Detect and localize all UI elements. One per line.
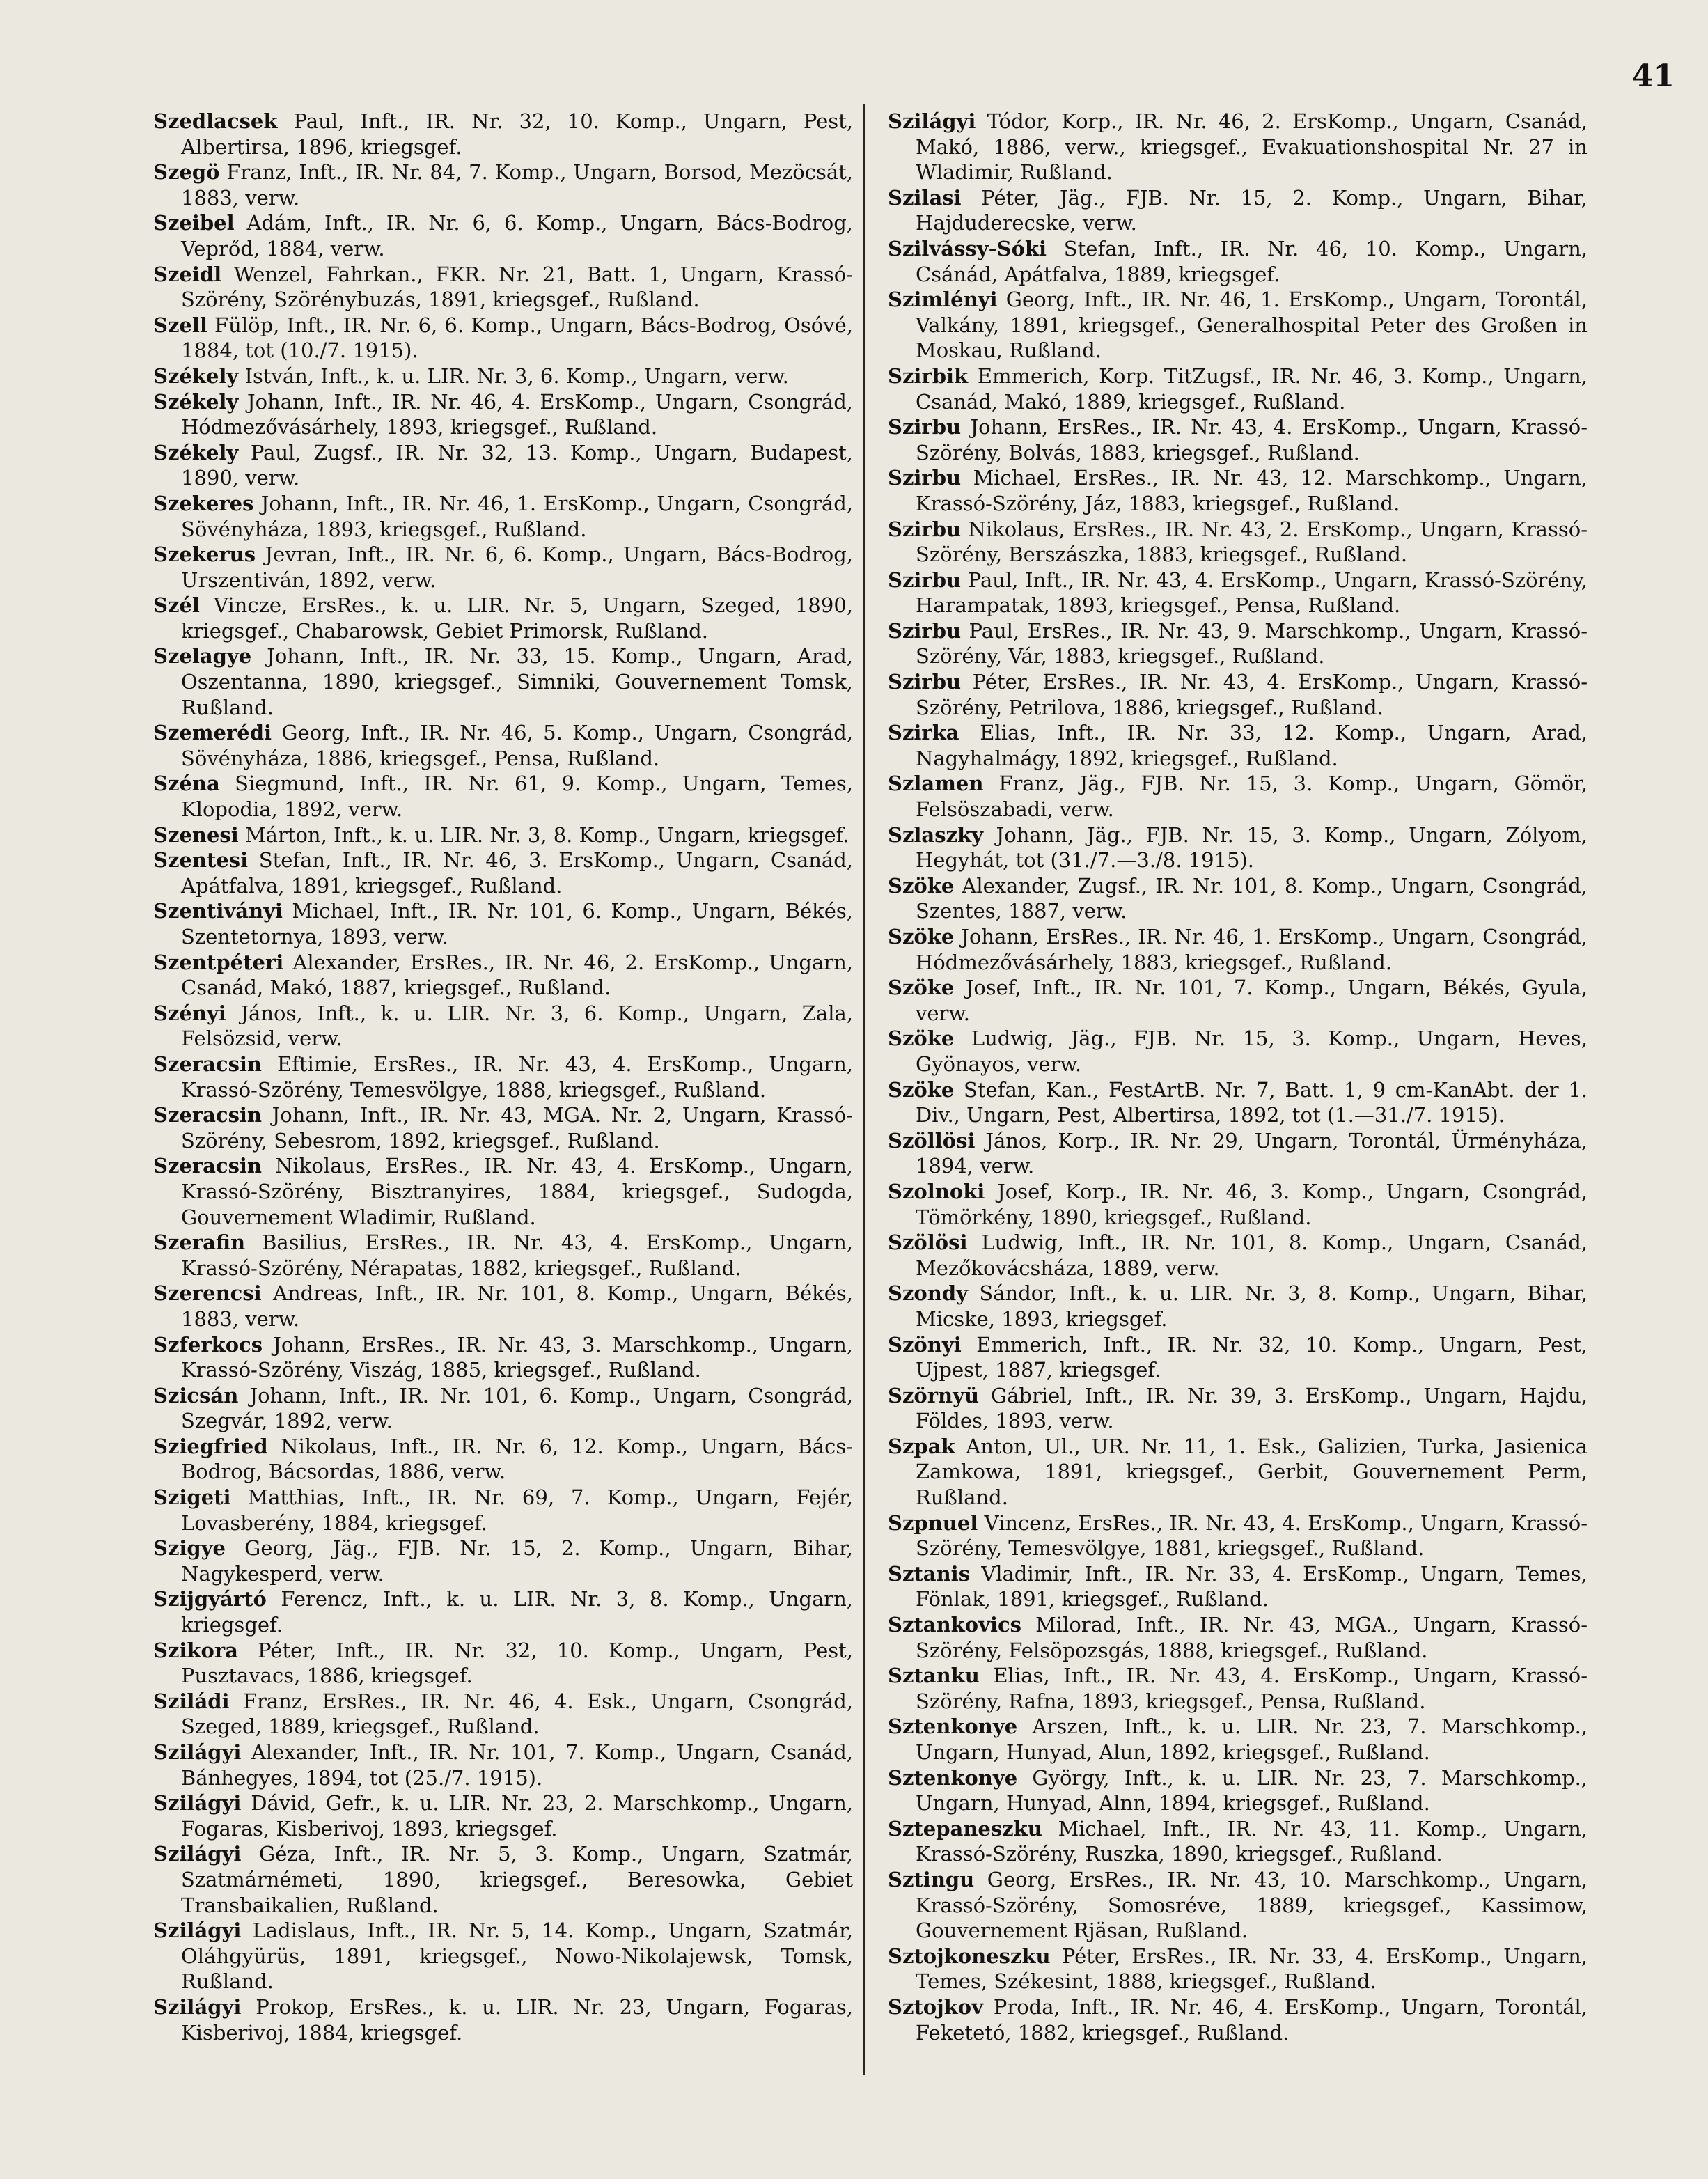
entry-details: Stefan, Inft., IR. Nr. 46, 3. ErsKomp., Ungarn, Csanád, Apátfalva, 1891, kriegsgef., Rußland. [181, 848, 853, 898]
entry-details: Johann, ErsRes., IR. Nr. 46, 1. ErsKomp., Ungarn, Csongrád, Hódmezővásárhely, 1883, kriegsgef., Rußland. [916, 925, 1588, 974]
list-entry [153, 720, 853, 771]
entry-surname: Szolnoki [888, 1179, 985, 1203]
entry-details: Péter, ErsRes., IR. Nr. 33, 4. ErsKomp., Ungarn, Temes, Székesint, 1888, kriegsgef., Rußland. [916, 1944, 1588, 1994]
entry-surname: Szirbu [888, 568, 962, 592]
entry-details: Arszen, Inft., k. u. LIR. Nr. 23, 7. Marschkomp., Ungarn, Hunyad, Alun, 1892, kriegsgef., Rußland. [916, 1715, 1588, 1764]
entry-surname: Szöke [888, 873, 955, 898]
list-entry [153, 1153, 853, 1230]
entry-details: Michael, Inft., IR. Nr. 43, 11. Komp., Ungarn, Krassó-Szörény, Ruszka, 1890, kriegsgef., Rußland. [916, 1816, 1588, 1866]
entry-surname: Szekerus [153, 542, 256, 567]
entry-surname: Székely [153, 364, 239, 388]
entry-surname: Szilágyi [888, 109, 976, 133]
entry-details: Elias, Inft., IR. Nr. 33, 12. Komp., Ungarn, Arad, Nagyhalmágy, 1892, kriegsgef., Rußland. [916, 721, 1588, 770]
list-entry [153, 1052, 853, 1102]
list-entry [888, 618, 1588, 669]
entry-surname: Szörnyü [888, 1383, 980, 1407]
list-entry [888, 1332, 1588, 1383]
entry-details: Johann, Jäg., FJB. Nr. 15, 3. Komp., Ungarn, Zólyom, Hegyhát, tot (31./7.—3./8. 1915). [916, 822, 1588, 873]
list-entry [153, 1790, 853, 1841]
entry-details: Fülöp, Inft., IR. Nr. 6, 6. Komp., Ungarn, Bács-Bodrog, Osóvé, 1884, tot (10./7. 1915). [181, 313, 854, 363]
entry-surname: Sziládi [153, 1689, 230, 1713]
entry-details: Vincenz, ErsRes., IR. Nr. 43, 4. ErsKomp., Ungarn, Krassó-Szörény, Temesvölgye, 1881, kriegsgef., Rußland. [916, 1510, 1588, 1561]
list-entry [153, 1001, 853, 1052]
list-entry [888, 669, 1588, 720]
entry-surname: Sztingu [888, 1867, 975, 1891]
entry-details: Andreas, Inft., IR. Nr. 101, 8. Komp., Ungarn, Békés, 1883, verw. [181, 1281, 854, 1331]
list-entry [153, 898, 853, 949]
entry-details: Franz, ErsRes., IR. Nr. 46, 4. Esk., Ungarn, Csongrád, Szeged, 1889, kriegsgef., Rußland. [181, 1689, 853, 1739]
entry-surname: Sztenkonye [888, 1715, 1018, 1739]
list-entry [888, 1128, 1588, 1179]
entry-surname: Szöke [888, 925, 955, 948]
entry-surname: Szöke [888, 1077, 955, 1102]
entry-details: Basilius, ErsRes., IR. Nr. 43, 4. ErsKomp., Ungarn, Krassó-Szörény, Nérapatas, 1882, kriegsgef., Rußland. [181, 1231, 854, 1280]
entry-surname: Szegö [153, 160, 220, 185]
list-entry [153, 593, 853, 643]
entry-surname: Szeracsin [153, 1103, 263, 1127]
entry-surname: Széna [153, 772, 220, 796]
entry-surname: Szenesi [153, 822, 239, 847]
entry-details: Gábriel, Inft., IR. Nr. 39, 3. ErsKomp., Ungarn, Hajdu, Földes, 1893, verw. [916, 1383, 1588, 1433]
page-number: 41 [1631, 58, 1675, 94]
entry-surname: Szirbu [888, 517, 962, 541]
entry-surname: Szirbu [888, 466, 962, 490]
list-entry [888, 1510, 1588, 1561]
list-entry [888, 287, 1588, 364]
entry-details: Eftimie, ErsRes., IR. Nr. 43, 4. ErsKomp., Ungarn, Krassó-Szörény, Temesvölgye, 1888, kriegsgef., Rußland. [181, 1052, 853, 1102]
list-entry [153, 1536, 853, 1586]
entry-details: Prokop, ErsRes., k. u. LIR. Nr. 23, Ungarn, Fogaras, Kisberivoj, 1884, kriegsgef. [181, 1994, 854, 2045]
entry-details: Péter, Inft., IR. Nr. 32, 10. Komp., Ungarn, Pest, Pusztavacs, 1886, kriegsgef. [181, 1638, 854, 1688]
entry-surname: Szpnuel [888, 1510, 978, 1535]
entry-details: Péter, Jäg., FJB. Nr. 15, 2. Komp., Ungarn, Bihar, Hajduderecske, verw. [916, 185, 1588, 235]
entry-details: Emmerich, Inft., IR. Nr. 32, 10. Komp., Ungarn, Pest, Ujpest, 1887, kriegsgef. [916, 1332, 1588, 1382]
entry-details: Alexander, Inft., IR. Nr. 101, 7. Komp., Ungarn, Csanád, Bánhegyes, 1894, tot (25./7. 1915). [181, 1740, 853, 1790]
entry-details: Ludwig, Jäg., FJB. Nr. 15, 3. Komp., Ungarn, Heves, Gyönayos, verw. [916, 1026, 1588, 1076]
entry-surname: Szicsán [153, 1383, 239, 1407]
entry-details: Jevran, Inft., IR. Nr. 6, 6. Komp., Ungarn, Bács-Bodrog, Urszentiván, 1892, verw. [181, 542, 854, 592]
right-column [888, 109, 1588, 2045]
list-entry [153, 491, 853, 542]
entry-surname: Szentesi [153, 848, 249, 873]
entry-details: Ladislaus, Inft., IR. Nr. 5, 14. Komp., Ungarn, Szatmár, Oláhgyürüs, 1891, kriegsgef., Nowo-Nikolajewsk, Tomsk, Rußland. [181, 1919, 853, 1994]
list-entry [153, 159, 853, 210]
entry-surname: Szentpéteri [153, 950, 284, 974]
entry-surname: Sztojkov [888, 1994, 983, 2019]
list-entry [888, 1994, 1588, 2045]
entry-details: Paul, Inft., IR. Nr. 32, 10. Komp., Ungarn, Pest, Albertirsa, 1896, kriegsgef. [181, 109, 854, 159]
entry-details: Adám, Inft., IR. Nr. 6, 6. Komp., Ungarn, Bács-Bodrog, Veprőd, 1884, verw. [181, 211, 854, 260]
list-entry [888, 1714, 1588, 1765]
entry-details: Georg, Inft., IR. Nr. 46, 5. Komp., Ungarn, Csongrád, Sövényháza, 1886, kriegsgef., Pensa, Rußland. [181, 721, 854, 770]
list-entry [888, 1867, 1588, 1944]
column-divider [863, 104, 865, 2075]
entry-details: Alexander, Zugsf., IR. Nr. 101, 8. Komp., Ungarn, Csongrád, Szentes, 1887, verw. [916, 873, 1588, 923]
entry-details: Johann, ErsRes., IR. Nr. 43, 3. Marschkomp., Ungarn, Krassó-Szörény, Viszág, 1885, kriegsgef., Rußland. [181, 1332, 853, 1382]
entry-details: Paul, Zugsf., IR. Nr. 32, 13. Komp., Ungarn, Budapest, 1890, verw. [181, 440, 853, 490]
entry-surname: Szijgyártó [153, 1587, 267, 1611]
list-entry [888, 1765, 1588, 1816]
list-entry [888, 873, 1588, 924]
list-entry [153, 643, 853, 720]
list-entry [153, 1281, 853, 1331]
entry-surname: Székely [153, 440, 239, 464]
entry-surname: Szemerédi [153, 721, 272, 745]
list-entry [888, 720, 1588, 771]
list-entry [888, 185, 1588, 236]
entry-surname: Szpak [888, 1434, 955, 1458]
entry-details: Johann, Inft., IR. Nr. 101, 6. Komp., Ungarn, Csongrád, Szegvár, 1892, verw. [181, 1383, 853, 1433]
list-entry [153, 109, 853, 159]
entry-surname: Szigeti [153, 1485, 231, 1510]
list-entry [153, 440, 853, 491]
list-entry [888, 1663, 1588, 1714]
list-entry [888, 975, 1588, 1026]
entry-surname: Szirka [888, 721, 959, 745]
entry-details: Géza, Inft., IR. Nr. 5, 3. Komp., Ungarn, Szatmár, Szatmárnémeti, 1890, kriegsgef., Beresowka, Gebiet Transbaikalien, Rußland. [181, 1842, 854, 1917]
entry-surname: Szigye [153, 1536, 226, 1561]
list-entry [153, 950, 853, 1001]
entry-surname: Sztenkonye [888, 1765, 1018, 1790]
list-entry [153, 1586, 853, 1637]
entry-surname: Sztepaneszku [888, 1816, 1042, 1841]
entry-details: János, Korp., IR. Nr. 29, Ungarn, Torontál, Ürményháza, 1894, verw. [916, 1128, 1588, 1178]
list-entry [153, 1102, 853, 1153]
list-entry [153, 542, 853, 593]
entry-details: Márton, Inft., k. u. LIR. Nr. 3, 8. Komp., Ungarn, kriegsgef. [244, 822, 849, 847]
entry-details: János, Inft., k. u. LIR. Nr. 3, 6. Komp., Ungarn, Zala, Felsözsid, verw. [181, 1001, 854, 1051]
entry-details: Johann, Inft., IR. Nr. 33, 15. Komp., Ungarn, Arad, Oszentanna, 1890, kriegsgef., Simniki, Gouvernement Tomsk, Rußland. [181, 644, 853, 719]
list-entry [888, 414, 1588, 465]
entry-details: Péter, ErsRes., IR. Nr. 43, 4. ErsKomp., Ungarn, Krassó-Szörény, Petrilova, 1886, kriegsgef., Rußland. [916, 670, 1588, 719]
entry-details: Stefan, Inft., IR. Nr. 46, 10. Komp., Ungarn, Csánád, Apátfalva, 1889, kriegsgef. [916, 236, 1588, 286]
entry-surname: Szimlényi [888, 288, 998, 312]
entry-surname: Szilágyi [153, 1740, 242, 1764]
entry-details: Sándor, Inft., k. u. LIR. Nr. 3, 8. Komp., Ungarn, Bihar, Micske, 1893, kriegsgef. [916, 1281, 1588, 1331]
list-entry [888, 1179, 1588, 1230]
left-column [153, 109, 853, 2045]
entry-details: Franz, Jäg., FJB. Nr. 15, 3. Komp., Ungarn, Gömör, Felsöszabadi, verw. [916, 772, 1588, 822]
entry-details: Johann, Inft., IR. Nr. 46, 1. ErsKomp., Ungarn, Csongrád, Sövényháza, 1893, kriegsgef., Rußland. [181, 491, 854, 541]
entry-details: Matthias, Inft., IR. Nr. 69, 7. Komp., Ungarn, Fejér, Lovasberény, 1884, kriegsgef. [181, 1485, 853, 1535]
list-entry [888, 924, 1588, 975]
entry-surname: Szlaszky [888, 822, 983, 847]
entry-details: Johann, Inft., IR. Nr. 46, 4. ErsKomp., Ungarn, Csongrád, Hódmezővásárhely, 1893, kriegsgef., Rußland. [181, 389, 854, 439]
entry-surname: Szelagye [153, 644, 252, 669]
entry-details: Michael, ErsRes., IR. Nr. 43, 12. Marschkomp., Ungarn, Krassó-Szörény, Jáz, 1883, kriegsgef., Rußland. [916, 466, 1588, 515]
entry-surname: Sztojkoneszku [888, 1944, 1051, 1968]
list-entry [153, 1841, 853, 1918]
list-entry [888, 1434, 1588, 1510]
list-entry [153, 210, 853, 261]
list-entry [153, 1994, 853, 2045]
entry-details: Johann, Inft., IR. Nr. 43, MGA. Nr. 2, Ungarn, Krassó-Szörény, Sebesrom, 1892, kriegsgef., Rußland. [181, 1103, 854, 1153]
entry-details: Milorad, Inft., IR. Nr. 43, MGA., Ungarn, Krassó-Szörény, Felsöpozsgás, 1888, kriegsgef., Rußland. [916, 1613, 1588, 1662]
list-entry [888, 771, 1588, 822]
list-entry [153, 1332, 853, 1383]
entry-details: Georg, ErsRes., IR. Nr. 43, 10. Marschkomp., Ungarn, Krassó-Szörény, Somosréve, 1889, kriegsgef., Kassimow, Gouvernement Rjäsan, Rußland. [916, 1867, 1588, 1943]
entry-surname: Szentiványi [153, 899, 283, 923]
entry-surname: Szilvássy-Sóki [888, 236, 1047, 260]
list-entry [888, 236, 1588, 287]
list-entry [888, 1281, 1588, 1331]
list-entry [888, 109, 1588, 185]
entry-surname: Szilágyi [153, 1791, 242, 1815]
entry-details: György, Inft., k. u. LIR. Nr. 23, 7. Marschkomp., Ungarn, Hunyad, Alnn, 1894, kriegsgef., Rußland. [916, 1765, 1588, 1815]
entry-surname: Sziegfried [153, 1434, 268, 1458]
list-entry [153, 1485, 853, 1536]
list-entry [153, 1689, 853, 1740]
entry-surname: Szölösi [888, 1231, 968, 1255]
entry-details: Emmerich, Korp. TitZugsf., IR. Nr. 46, 3. Komp., Ungarn, Csanád, Makó, 1889, kriegsgef., Rußland. [916, 364, 1588, 414]
entry-surname: Szedlacsek [153, 109, 278, 133]
list-entry [888, 822, 1588, 873]
entry-surname: Szirbik [888, 364, 969, 388]
list-entry [153, 313, 853, 364]
list-entry [888, 1077, 1588, 1128]
list-entry [153, 1740, 853, 1790]
entry-surname: Szilágyi [153, 1842, 242, 1866]
entry-details: Vladimir, Inft., IR. Nr. 33, 4. ErsKomp., Ungarn, Temes, Fönlak, 1891, kriegsgef., Rußland. [916, 1561, 1588, 1611]
entry-surname: Szeidl [153, 262, 222, 286]
entry-surname: Szerencsi [153, 1281, 262, 1306]
list-entry [888, 364, 1588, 414]
list-entry [888, 1612, 1588, 1663]
entry-surname: Szényi [153, 1001, 226, 1025]
entry-surname: Szöke [888, 1026, 955, 1051]
entry-surname: Szeibel [153, 211, 235, 235]
entry-surname: Szferkocs [153, 1332, 263, 1357]
entry-details: Paul, Inft., IR. Nr. 43, 4. ErsKomp., Ungarn, Krassó-Szörény, Harampatak, 1893, kriegsgef., Pensa, Rußland. [916, 568, 1588, 618]
list-entry [153, 848, 853, 898]
entry-details: Paul, ErsRes., IR. Nr. 43, 9. Marschkomp., Ungarn, Krassó-Szörény, Vár, 1883, kriegsgef., Rußland. [916, 618, 1588, 669]
list-entry [888, 568, 1588, 618]
entry-details: Nikolaus, ErsRes., IR. Nr. 43, 2. ErsKomp., Ungarn, Krassó-Szörény, Berszászka, 1883, kriegsgef., Rußland. [916, 517, 1588, 567]
entry-details: Tódor, Korp., IR. Nr. 46, 2. ErsKomp., Ungarn, Csanád, Makó, 1886, verw., kriegsgef., Evakuationshospital Nr. 27 in Wladimir, Rußland. [916, 109, 1588, 185]
entry-details: Wenzel, Fahrkan., FKR. Nr. 21, Batt. 1, Ungarn, Krassó-Szörény, Szörénybuzás, 1891, kriegsgef., Rußland. [181, 262, 853, 312]
list-entry [153, 1434, 853, 1485]
list-entry [153, 771, 853, 822]
list-entry [153, 262, 853, 313]
entry-details: Georg, Jäg., FJB. Nr. 15, 2. Komp., Ungarn, Bihar, Nagykesperd, verw. [181, 1536, 854, 1586]
entry-surname: Székely [153, 389, 239, 414]
entry-surname: Szél [153, 593, 200, 618]
entry-details: Michael, Inft., IR. Nr. 101, 6. Komp., Ungarn, Békés, Szentetornya, 1893, verw. [181, 899, 854, 948]
entry-surname: Szeracsin [153, 1154, 263, 1178]
list-entry [153, 1383, 853, 1434]
entry-details: Josef, Inft., IR. Nr. 101, 7. Komp., Ungarn, Békés, Gyula, verw. [916, 976, 1588, 1025]
entry-surname: Szerafin [153, 1231, 246, 1255]
list-entry [888, 1944, 1588, 1994]
list-entry [888, 517, 1588, 568]
list-entry [153, 1638, 853, 1689]
entry-details: Ludwig, Inft., IR. Nr. 101, 8. Komp., Ungarn, Csanád, Mezőkovácsháza, 1889, verw. [916, 1231, 1588, 1280]
entry-details: Georg, Inft., IR. Nr. 46, 1. ErsKomp., Ungarn, Torontál, Valkány, 1891, kriegsgef., Generalhospital Peter des Großen in Moskau, Rußland. [916, 288, 1588, 363]
entry-surname: Szönyi [888, 1332, 962, 1357]
entry-surname: Szirbu [888, 415, 962, 439]
entry-details: Dávid, Gefr., k. u. LIR. Nr. 23, 2. Marschkomp., Ungarn, Fogaras, Kisberivoj, 1893, kriegsgef. [181, 1791, 854, 1841]
list-entry [888, 1383, 1588, 1434]
entry-details: Vincze, ErsRes., k. u. LIR. Nr. 5, Ungarn, Szeged, 1890, kriegsgef., Chabarowsk, Gebiet Primorsk, Rußland. [181, 593, 853, 643]
list-entry [888, 1026, 1588, 1077]
list-entry [888, 1230, 1588, 1281]
entry-details: Anton, Ul., UR. Nr. 11, 1. Esk., Galizien, Turka, Jasienica Zamkowa, 1891, kriegsgef., Gerbit, Gouvernement Perm, Rußland. [916, 1434, 1588, 1510]
entry-surname: Szlamen [888, 772, 984, 796]
entry-surname: Szirbu [888, 618, 962, 643]
entry-details: Nikolaus, Inft., IR. Nr. 6, 12. Komp., Ungarn, Bács-Bodrog, Bácsordas, 1886, verw. [181, 1434, 853, 1484]
entry-details: Proda, Inft., IR. Nr. 46, 4. ErsKomp., Ungarn, Torontál, Feketetó, 1882, kriegsgef., Rußland. [916, 1994, 1588, 2045]
entry-details: Franz, Inft., IR. Nr. 84, 7. Komp., Ungarn, Borsod, Mezöcsát, 1883, verw. [181, 160, 853, 210]
list-entry [153, 822, 853, 848]
entry-surname: Szirbu [888, 670, 962, 694]
entry-surname: Szeracsin [153, 1052, 263, 1076]
list-entry [153, 1230, 853, 1281]
entry-surname: Sztanku [888, 1664, 980, 1688]
entry-surname: Szilasi [888, 185, 962, 210]
entry-surname: Szikora [153, 1638, 238, 1662]
entry-details: Siegmund, Inft., IR. Nr. 61, 9. Komp., Ungarn, Temes, Klopodia, 1892, verw. [181, 772, 853, 822]
entry-surname: Szilágyi [153, 1919, 242, 1943]
list-entry [153, 364, 853, 389]
entry-surname: Sztankovics [888, 1613, 1021, 1637]
entry-details: István, Inft., k. u. LIR. Nr. 3, 6. Komp., Ungarn, verw. [244, 364, 789, 388]
list-entry [888, 465, 1588, 516]
entry-details: Stefan, Kan., FestArtB. Nr. 7, Batt. 1, 9 cm-KanAbt. der 1. Div., Ungarn, Pest, Albertirsa, 1892, tot (1.—31./7. 1915). [916, 1077, 1588, 1127]
list-entry [888, 1816, 1588, 1867]
entry-details: Josef, Korp., IR. Nr. 46, 3. Komp., Ungarn, Csongrád, Tömörkény, 1890, kriegsgef., Rußland. [916, 1179, 1588, 1229]
entry-details: Johann, ErsRes., IR. Nr. 43, 4. ErsKomp., Ungarn, Krassó-Szörény, Bolvás, 1883, kriegsgef., Rußland. [916, 415, 1588, 464]
entry-surname: Szell [153, 313, 207, 337]
entry-details: Nikolaus, ErsRes., IR. Nr. 43, 4. ErsKomp., Ungarn, Krassó-Szörény, Bisztranyires, 1884, kriegsgef., Sudogda, Gouvernement Wladimir, Rußland. [181, 1154, 854, 1229]
list-entry [153, 389, 853, 440]
entry-details: Elias, Inft., IR. Nr. 43, 4. ErsKomp., Ungarn, Krassó-Szörény, Rafna, 1893, kriegsgef., Pensa, Rußland. [916, 1664, 1588, 1713]
entry-surname: Szilágyi [153, 1994, 242, 2019]
entry-surname: Sztanis [888, 1561, 971, 1586]
entry-surname: Szondy [888, 1281, 968, 1306]
list-entry [888, 1561, 1588, 1612]
entry-details: Alexander, ErsRes., IR. Nr. 46, 2. ErsKomp., Ungarn, Csanád, Makó, 1887, kriegsgef., Rußland. [181, 950, 854, 1000]
list-entry [153, 1918, 853, 1994]
entry-surname: Szöke [888, 976, 955, 1000]
entry-surname: Szekeres [153, 491, 254, 515]
entry-surname: Szöllösi [888, 1128, 976, 1153]
entry-details: Ferencz, Inft., k. u. LIR. Nr. 3, 8. Komp., Ungarn, kriegsgef. [181, 1587, 854, 1637]
